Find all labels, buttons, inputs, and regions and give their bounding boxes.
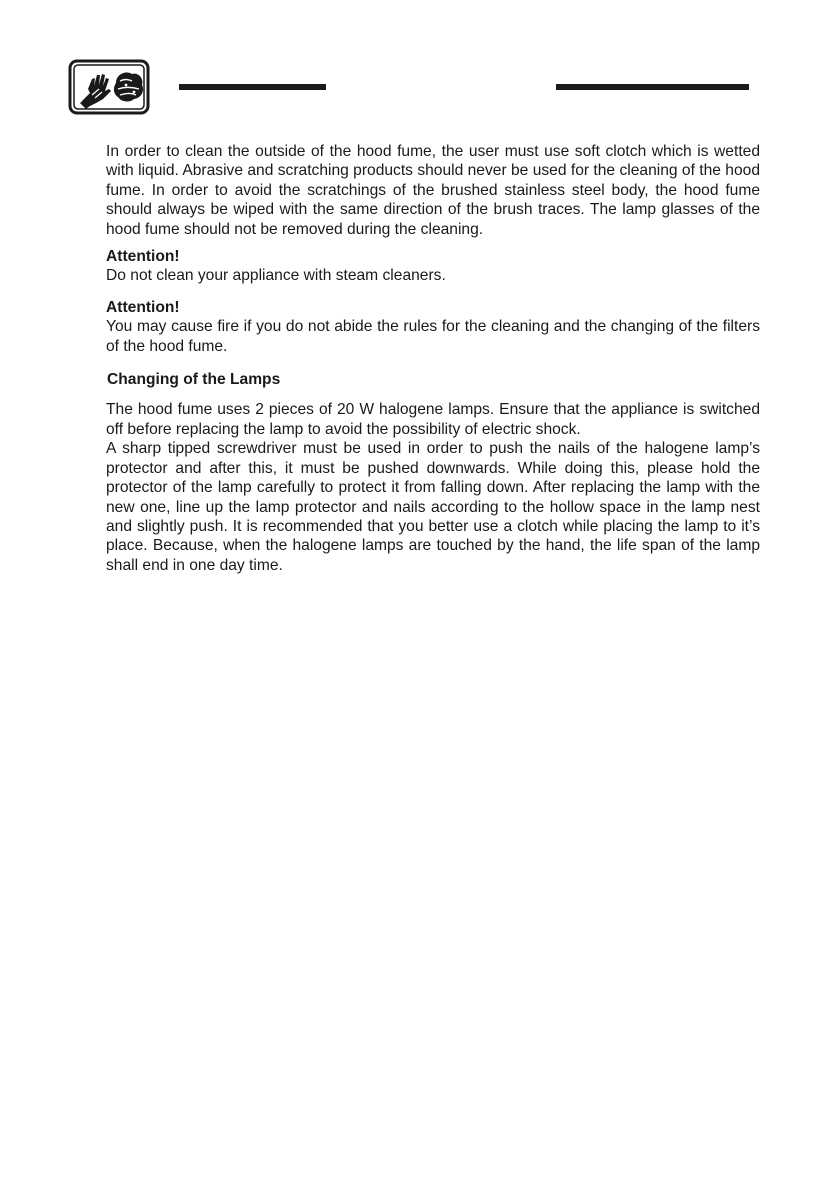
attention-heading: Attention!: [106, 248, 180, 266]
gloves-and-sponge-icon: [68, 59, 150, 115]
document-body: [106, 142, 760, 575]
section-title-changing-lamps: Changing of the Lamps: [107, 371, 281, 389]
header-rule-left: [179, 84, 326, 90]
cleaning-intro-paragraph: In order to clean the outside of the hood fume, the user must use soft clotch which is wetted with liquid. Abrasive and scratching products should never be used for the cleaning of the hood fume. In order to avoid the scratchings of the brushed stainless steel body, the hood fume should always be wiped with the same direction of the brush traces. The lamp glasses of the hood fume should not be removed during the cleaning.: [106, 143, 760, 238]
lamps-paragraph-1: The hood fume uses 2 pieces of 20 W halogene lamps. Ensure that the appliance is switched off before replacing the lamp to avoid the possibility of electric shock.: [106, 401, 760, 438]
attention-steam-text: Do not clean your appliance with steam cleaners.: [106, 267, 446, 285]
attention-fire-text: You may cause fire if you do not abide the rules for the cleaning and the changing of the filters of the hood fume.: [106, 318, 760, 355]
lamps-paragraph-2: A sharp tipped screwdriver must be used in order to push the nails of the halogene lamp’s protector and after this, it must be pushed downwards. While doing this, please hold the protector of the lamp carefully to protect it from falling down. After replacing the lamp with the new one, line up the lamp protector and nails according to the hollow space in the lamp nest and slightly push. It is recommended that you better use a clotch while placing the lamp to it’s place. Because, when the halogene lamps are touched by the hand, the life span of the lamp shall end in one day time.: [106, 440, 760, 574]
header-rule-right: [556, 84, 749, 90]
attention-heading: Attention!: [106, 298, 180, 316]
